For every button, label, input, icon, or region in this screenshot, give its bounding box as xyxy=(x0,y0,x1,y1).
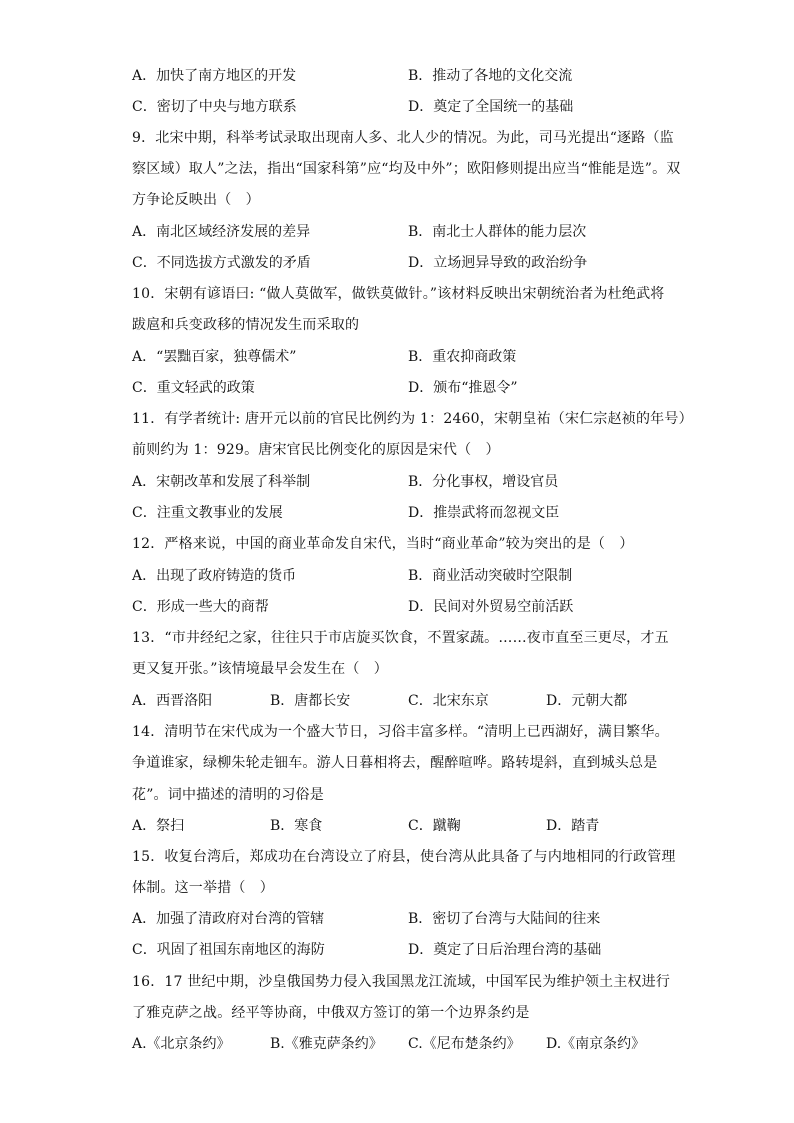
question-14-option-c[interactable]: C．蹴鞠 xyxy=(408,818,461,834)
question-16-stem-line-2: 了雅克萨之战。经平等协商，中俄双方签订的第一个边界条约是 xyxy=(132,1005,530,1021)
question-9-option-d[interactable]: D．立场迥异导致的政治纷争 xyxy=(408,255,588,271)
question-10-option-a[interactable]: A．“罢黜百家，独尊儒术” xyxy=(132,349,297,365)
question-9-option-b[interactable]: B．南北士人群体的能力层次 xyxy=(408,224,587,240)
question-11-option-a[interactable]: A．宋朝改革和发展了科举制 xyxy=(132,474,311,490)
question-13-option-a[interactable]: A．西晋洛阳 xyxy=(132,693,213,709)
question-16-stem-line-1: 16．17 世纪中期，沙皇俄国势力侵入我国黑龙江流域，中国军民为维护领土主权进行 xyxy=(132,974,671,990)
question-16-option-c[interactable]: C.《尼布楚条约》 xyxy=(408,1036,521,1052)
question-10-option-c[interactable]: C．重文轻武的政策 xyxy=(132,380,255,396)
question-9-option-a[interactable]: A．南北区域经济发展的差异 xyxy=(132,224,311,240)
question-15-stem-line-1: 15．收复台湾后，郑成功在台湾设立了府县，使台湾从此具备了与内地相同的行政管理 xyxy=(132,849,676,865)
question-11-option-c[interactable]: C．注重文教事业的发展 xyxy=(132,505,283,521)
question-11-option-b[interactable]: B．分化事权，增设官员 xyxy=(408,474,559,490)
question-15-option-c[interactable]: C．巩固了祖国东南地区的海防 xyxy=(132,942,325,958)
question-10-stem-line-2: 跋扈和兵变政移的情况发生而采取的 xyxy=(132,317,360,333)
question-15-option-b[interactable]: B．密切了台湾与大陆间的往来 xyxy=(408,911,601,927)
question-13-stem-line-1: 13．“市井经纪之家，往往只于市店旋买饮食，不置家蔬。……夜市直至三更尽，才五 xyxy=(132,630,669,646)
question-12-option-b[interactable]: B．商业活动突破时空限制 xyxy=(408,568,573,584)
question-12-option-c[interactable]: C．形成一些大的商帮 xyxy=(132,599,269,615)
question-15-option-d[interactable]: D．奠定了日后治理台湾的基础 xyxy=(408,942,602,958)
question-16-option-a[interactable]: A.《北京条约》 xyxy=(132,1036,231,1052)
question-9-stem-line-2: 察区域）取人”之法，指出“国家科第”应“均及中外”；欧阳修则提出应当“惟能是选”。双 xyxy=(132,161,681,177)
question-13-option-c[interactable]: C．北宋东京 xyxy=(408,693,489,709)
question-10-option-b[interactable]: B．重农抑商政策 xyxy=(408,349,517,365)
question-14-option-b[interactable]: B．寒食 xyxy=(270,818,323,834)
question-11-stem-line-2: 前则约为 1：929。唐宋官民比例变化的原因是宋代（ ） xyxy=(132,442,500,458)
question-11-option-d[interactable]: D．推崇武将而忽视文臣 xyxy=(408,505,560,521)
question-9-stem-line-1: 9．北宋中期，科举考试录取出现南人多、北人少的情况。为此，司马光提出“逐路（监 xyxy=(132,130,674,146)
question-15-option-a[interactable]: A．加强了清政府对台湾的管辖 xyxy=(132,911,325,927)
question-13-option-b[interactable]: B．唐都长安 xyxy=(270,693,351,709)
question-11-stem-line-1: 11．有学者统计: 唐开元以前的官民比例约为 1：2460，宋朝皇祐（宋仁宗赵祯的年号） xyxy=(132,411,693,427)
question-8-option-c[interactable]: C．密切了中央与地方联系 xyxy=(132,99,297,115)
question-12-option-a[interactable]: A．出现了政府铸造的货币 xyxy=(132,568,297,584)
question-14-option-a[interactable]: A．祭扫 xyxy=(132,818,185,834)
question-16-option-b[interactable]: B.《雅克萨条约》 xyxy=(270,1036,383,1052)
question-14-stem-line-3: 花”。词中描述的清明的习俗是 xyxy=(132,787,324,803)
question-8-option-b[interactable]: B．推动了各地的文化交流 xyxy=(408,68,573,84)
question-12-option-d[interactable]: D．民间对外贸易空前活跃 xyxy=(408,599,574,615)
question-8-option-d[interactable]: D．奠定了全国统一的基础 xyxy=(408,99,574,115)
question-16-option-d[interactable]: D.《南京条约》 xyxy=(546,1036,646,1052)
question-14-option-d[interactable]: D．踏青 xyxy=(546,818,600,834)
question-14-stem-line-2: 争道谁家，绿柳朱轮走钿车。游人日暮相将去，醒醉喧哗。路转堤斜，直到城头总是 xyxy=(132,755,658,771)
question-10-stem-line-1: 10．宋朝有谚语曰: “做人莫做军，做铁莫做针。”该材料反映出宋朝统治者为杜绝武将 xyxy=(132,286,665,302)
question-12-stem-line-1: 12．严格来说，中国的商业革命发自宋代，当时“商业革命”较为突出的是（ ） xyxy=(132,536,634,552)
question-15-stem-line-2: 体制。这一举措（ ） xyxy=(132,880,274,896)
question-13-stem-line-2: 更又复开张。”该情境最早会发生在（ ） xyxy=(132,661,388,677)
question-8-option-a[interactable]: A．加快了南方地区的开发 xyxy=(132,68,297,84)
question-9-option-c[interactable]: C．不同选拔方式激发的矛盾 xyxy=(132,255,311,271)
question-14-stem-line-1: 14．清明节在宋代成为一个盛大节日，习俗丰富多样。“清明上已西湖好，满目繁华。 xyxy=(132,724,669,740)
question-10-option-d[interactable]: D．颁布“推恩令” xyxy=(408,380,518,396)
question-9-stem-line-3: 方争论反映出（ ） xyxy=(132,192,260,208)
question-13-option-d[interactable]: D．元朝大都 xyxy=(546,693,628,709)
